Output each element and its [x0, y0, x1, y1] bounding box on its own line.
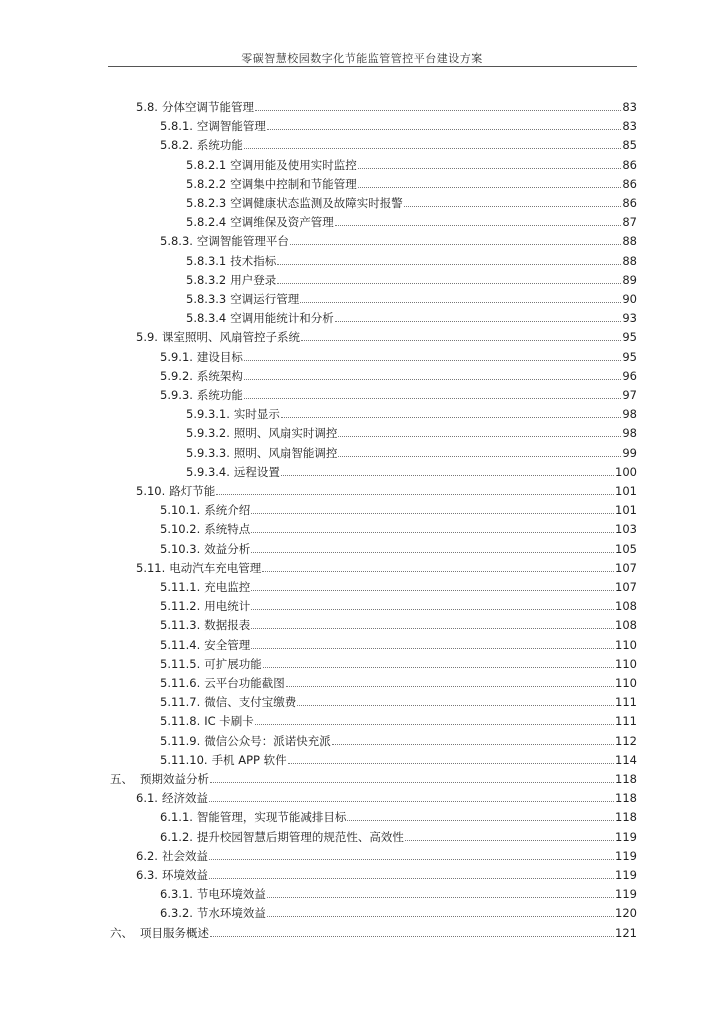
toc-entry-title: 系统架构: [196, 368, 243, 383]
toc-entry-page: 119: [615, 829, 637, 844]
toc-dot-leader: [404, 194, 622, 207]
toc-dot-leader: [338, 424, 621, 437]
toc-entry-number: 5.11.3.: [160, 618, 201, 633]
toc-entry-number: 5.11.10.: [160, 752, 208, 767]
toc-entry-title: 提升校园智慧后期管理的规范性、高效性: [196, 829, 404, 844]
toc-entry-number: 5.9.3.4.: [186, 464, 230, 479]
toc-entry[interactable]: [160, 808, 637, 827]
toc-entry-number: 6.3.: [136, 868, 158, 882]
toc-entry-number: 5.8.2.2: [186, 176, 227, 191]
toc-entry[interactable]: [136, 98, 637, 117]
toc-entry-number: 5.9.: [136, 330, 158, 345]
toc-entry-number: 6.1.2.: [160, 829, 193, 844]
toc-entry-page: 118: [615, 810, 637, 825]
toc-entry[interactable]: [186, 252, 637, 271]
toc-dot-leader: [251, 540, 614, 553]
toc-dot-leader: [267, 117, 621, 130]
toc-dot-leader: [267, 904, 614, 917]
toc-entry-number: 5.8.3.2: [186, 272, 227, 287]
toc-dot-leader: [255, 712, 614, 725]
toc-entry[interactable]: [160, 732, 637, 751]
toc-dot-leader: [347, 808, 614, 821]
toc-entry[interactable]: [186, 463, 637, 482]
toc-entry-title: 数据报表: [204, 618, 251, 633]
toc-entry-number: 5.10.: [136, 484, 166, 498]
toc-dot-leader: [288, 751, 614, 764]
toc-entry-page: 99: [622, 445, 637, 460]
toc-entry-page: 114: [615, 752, 637, 767]
toc-dot-leader: [255, 98, 621, 111]
toc-entry-title: 照明、风扇实时调控: [233, 426, 338, 441]
toc-dot-leader: [209, 866, 614, 879]
toc-entry-page: 95: [622, 330, 637, 345]
toc-entry[interactable]: [160, 232, 637, 251]
toc-dot-leader: [244, 348, 621, 361]
toc-entry-title: 手机 APP 软件: [211, 752, 287, 767]
toc-entry[interactable]: [160, 348, 637, 367]
toc-entry-number: 5.11.8.: [160, 714, 201, 729]
toc-entry-number: 5.11.5.: [160, 656, 201, 671]
toc-entry-page: 98: [622, 407, 637, 422]
toc-entry-page: 118: [615, 791, 637, 806]
toc-entry[interactable]: [186, 271, 637, 290]
toc-entry-number: 6.1.1.: [160, 810, 193, 825]
toc-entry[interactable]: [160, 674, 637, 693]
toc-entry-number: 5.11.1.: [160, 580, 201, 594]
toc-dot-leader: [297, 693, 614, 706]
toc-entry-page: 110: [615, 676, 637, 690]
toc-entry-title: 节电环境效益: [196, 887, 266, 902]
toc-dot-leader: [358, 175, 622, 188]
toc-dot-leader: [281, 405, 621, 418]
toc-entry-page: 121: [615, 925, 637, 940]
toc-dot-leader: [251, 520, 614, 533]
page-header-title: 零碳智慧校园数字化节能监管管控平台建设方案: [241, 52, 483, 65]
toc-dot-leader: [277, 271, 621, 284]
toc-entry[interactable]: [160, 367, 637, 386]
toc-entry-number: 5.11.9.: [160, 733, 201, 748]
toc-entry[interactable]: [136, 482, 637, 501]
toc-entry-title: 用电统计: [204, 599, 251, 614]
toc-dot-leader: [290, 232, 621, 245]
toc-dot-leader: [210, 770, 614, 783]
toc-dot-leader: [286, 674, 614, 687]
toc-dot-leader: [332, 732, 614, 745]
toc-entry[interactable]: [186, 309, 637, 328]
toc-entry-page: 112: [615, 733, 637, 748]
toc-dot-leader: [251, 616, 614, 629]
toc-entry-title: 系统特点: [204, 522, 251, 537]
toc-entry-title: 系统功能: [196, 138, 243, 153]
toc-dot-leader: [244, 367, 621, 380]
toc-entry-number: 5.8.: [136, 100, 158, 114]
toc-entry-page: 101: [615, 484, 637, 498]
toc-entry-title: 远程设置: [233, 464, 280, 479]
toc-entry-page: 108: [615, 618, 637, 633]
toc-entry-page: 110: [615, 656, 637, 671]
toc-dot-leader: [244, 386, 621, 399]
toc-entry[interactable]: [186, 290, 637, 309]
toc-entry[interactable]: [160, 117, 637, 136]
toc-entry-title: 空调用能统计和分析: [230, 311, 334, 326]
toc-entry-number: 5.11.: [136, 560, 166, 575]
toc-entry-title: 节水环境效益: [196, 906, 266, 921]
toc-entry-title: 空调健康状态监测及故障实时报警: [230, 196, 403, 210]
toc-entry-page: 108: [615, 599, 637, 614]
toc-dot-leader: [281, 463, 614, 476]
toc-entry[interactable]: [160, 828, 637, 847]
toc-entry-number: 5.8.3.3: [186, 292, 227, 306]
toc-entry-number: 六、: [110, 925, 133, 940]
toc-entry-number: 5.9.3.1.: [186, 407, 230, 422]
toc-entry[interactable]: [110, 770, 637, 789]
toc-entry-page: 83: [622, 100, 637, 114]
toc-entry-number: 5.8.2.3: [186, 196, 227, 210]
toc-entry-title: 云平台功能截图: [204, 676, 285, 690]
toc-dot-leader: [338, 444, 621, 457]
toc-entry-number: 5.9.3.3.: [186, 445, 230, 460]
toc-dot-leader: [263, 655, 614, 668]
toc-entry-number: 5.11.6.: [160, 676, 201, 690]
toc-entry-title: 实时显示: [233, 407, 280, 422]
toc-entry-page: 119: [615, 868, 637, 882]
toc-dot-leader: [335, 309, 622, 322]
toc-entry-title: 空调智能管理平台: [196, 234, 289, 249]
toc-entry[interactable]: [160, 636, 637, 655]
toc-dot-leader: [262, 559, 614, 572]
toc-entry-page: 103: [615, 522, 637, 537]
toc-entry-title: 环境效益: [161, 868, 208, 882]
toc-entry-page: 88: [622, 234, 637, 249]
toc-entry[interactable]: [136, 789, 637, 808]
toc-dot-leader: [405, 828, 614, 841]
toc-entry-title: 用户登录: [230, 272, 277, 287]
toc-entry[interactable]: [186, 405, 637, 424]
toc-entry-title: 技术指标: [230, 253, 277, 268]
toc-entry-title: 建设目标: [196, 349, 243, 364]
toc-entry[interactable]: [186, 213, 637, 232]
toc-entry[interactable]: [186, 194, 637, 213]
toc-entry-title: 分体空调节能管理: [161, 100, 254, 114]
toc-dot-leader: [300, 290, 621, 303]
toc-dot-leader: [358, 156, 622, 169]
toc-entry[interactable]: [160, 693, 637, 712]
toc-entry-page: 86: [622, 196, 637, 210]
toc-entry-title: 预期效益分析: [140, 772, 209, 786]
toc-entry-number: 5.8.2.4: [186, 215, 227, 230]
toc-entry-title: 微信公众号：派诺快充派: [204, 733, 331, 748]
toc-entry-title: 系统介绍: [204, 503, 251, 518]
toc-dot-leader: [209, 847, 614, 860]
header-divider: [108, 66, 637, 67]
toc-entry-page: 96: [622, 368, 637, 383]
toc-dot-leader: [277, 252, 621, 265]
toc-entry[interactable]: [160, 520, 637, 539]
toc-entry-page: 107: [615, 580, 637, 594]
toc-entry-page: 93: [622, 311, 637, 326]
toc-entry[interactable]: [160, 712, 637, 731]
toc-entry-page: 119: [615, 848, 637, 863]
toc-entry[interactable]: [186, 175, 637, 194]
toc-entry-page: 97: [622, 388, 637, 402]
toc-entry-title: 空调智能管理: [196, 119, 266, 134]
toc-entry-page: 111: [615, 714, 637, 729]
toc-entry-title: 充电监控: [204, 580, 251, 594]
toc-entry-page: 86: [622, 157, 637, 172]
toc-entry-title: 空调集中控制和节能管理: [230, 176, 357, 191]
toc-entry-number: 5.8.3.4: [186, 311, 227, 326]
toc-entry[interactable]: [160, 616, 637, 635]
toc-entry-title: 微信、支付宝缴费: [204, 695, 297, 710]
toc-entry[interactable]: [160, 386, 637, 405]
toc-entry-title: 安全管理: [204, 637, 251, 652]
toc-entry[interactable]: [160, 655, 637, 674]
toc-dot-leader: [267, 885, 614, 898]
toc-dot-leader: [210, 924, 614, 937]
toc-entry-title: 空调运行管理: [230, 292, 300, 306]
toc-dot-leader: [251, 636, 614, 649]
toc-entry-page: 87: [622, 215, 637, 230]
toc-entry[interactable]: [136, 559, 637, 578]
toc-entry[interactable]: [136, 328, 637, 347]
toc-entry-number: 5.10.2.: [160, 522, 201, 537]
toc-dot-leader: [209, 789, 614, 802]
toc-entry-number: 5.9.1.: [160, 349, 193, 364]
toc-entry-page: 119: [615, 887, 637, 902]
toc-entry[interactable]: [186, 444, 637, 463]
toc-entry-number: 5.11.7.: [160, 695, 201, 710]
toc-entry-number: 5.8.3.: [160, 234, 193, 249]
toc-entry-number: 5.11.4.: [160, 637, 201, 652]
toc-entry-title: 照明、风扇智能调控: [233, 445, 338, 460]
toc-entry[interactable]: [160, 578, 637, 597]
toc-entry[interactable]: [186, 156, 637, 175]
toc-entry[interactable]: [160, 597, 637, 616]
toc-entry-page: 90: [622, 292, 637, 306]
toc-entry-number: 5.8.1.: [160, 119, 193, 134]
toc-entry-number: 6.2.: [136, 848, 158, 863]
toc-entry-title: 社会效益: [161, 848, 208, 863]
toc-entry[interactable]: [110, 924, 637, 943]
toc-entry-page: 100: [615, 464, 637, 479]
toc-entry[interactable]: [160, 540, 637, 559]
toc-entry-title: 路灯节能: [169, 484, 216, 498]
toc-entry-page: 101: [615, 503, 637, 518]
toc-entry-page: 83: [622, 119, 637, 134]
toc-entry-number: 6.3.2.: [160, 906, 193, 921]
toc-entry[interactable]: [136, 866, 637, 885]
toc-entry[interactable]: [186, 424, 637, 443]
toc-dot-leader: [301, 328, 621, 341]
toc-entry-number: 5.10.3.: [160, 541, 201, 556]
toc-entry-title: 项目服务概述: [140, 925, 209, 940]
toc-entry-page: 105: [615, 541, 637, 556]
toc-entry-title: 效益分析: [204, 541, 251, 556]
toc-entry-page: 118: [615, 772, 637, 786]
toc-entry-number: 5.8.3.1: [186, 253, 227, 268]
toc-entry-title: 课室照明、风扇管控子系统: [161, 330, 300, 345]
toc-dot-leader: [335, 213, 622, 226]
toc-entry-number: 5.9.2.: [160, 368, 193, 383]
toc-entry-title: 系统功能: [196, 388, 243, 402]
toc-entry-page: 89: [622, 272, 637, 287]
toc-entry-number: 6.3.1.: [160, 887, 193, 902]
toc-entry-page: 88: [622, 253, 637, 268]
toc-entry-page: 85: [622, 138, 637, 153]
toc-dot-leader: [251, 501, 614, 514]
toc-entry[interactable]: [160, 501, 637, 520]
toc-entry[interactable]: [160, 885, 637, 904]
toc-entry-number: 5.10.1.: [160, 503, 201, 518]
toc-dot-leader: [216, 482, 614, 495]
toc-entry-page: 120: [615, 906, 637, 921]
toc-entry-number: 五、: [110, 772, 133, 786]
toc-entry[interactable]: [160, 136, 637, 155]
toc-entry-title: 空调用能及使用实时监控: [230, 157, 357, 172]
toc-entry-page: 95: [622, 349, 637, 364]
toc-entry-number: 5.11.2.: [160, 599, 201, 614]
toc-entry[interactable]: [136, 847, 637, 866]
toc-entry-number: 5.8.2.1: [186, 157, 227, 172]
toc-dot-leader: [251, 578, 614, 591]
toc-entry-title: 空调维保及资产管理: [230, 215, 334, 230]
toc-entry-title: 智能管理，实现节能减排目标: [196, 810, 347, 825]
toc-dot-leader: [244, 136, 621, 149]
toc-entry-number: 5.9.3.2.: [186, 426, 230, 441]
toc-entry-page: 110: [615, 637, 637, 652]
toc-entry-number: 5.8.2.: [160, 138, 193, 153]
toc-entry-page: 107: [615, 560, 637, 575]
toc-entry-page: 111: [615, 695, 637, 710]
toc-entry-title: 可扩展功能: [204, 656, 262, 671]
toc-entry-title: IC 卡刷卡: [204, 714, 254, 729]
toc-entry-number: 5.9.3.: [160, 388, 193, 402]
toc-entry-title: 经济效益: [161, 791, 208, 806]
toc-entry[interactable]: [160, 904, 637, 923]
toc-entry-number: 6.1.: [136, 791, 158, 806]
toc-entry[interactable]: [160, 751, 637, 770]
toc-dot-leader: [251, 597, 614, 610]
toc-entry-page: 98: [622, 426, 637, 441]
toc-entry-title: 电动汽车充电管理: [169, 560, 262, 575]
toc-entry-page: 86: [622, 176, 637, 191]
